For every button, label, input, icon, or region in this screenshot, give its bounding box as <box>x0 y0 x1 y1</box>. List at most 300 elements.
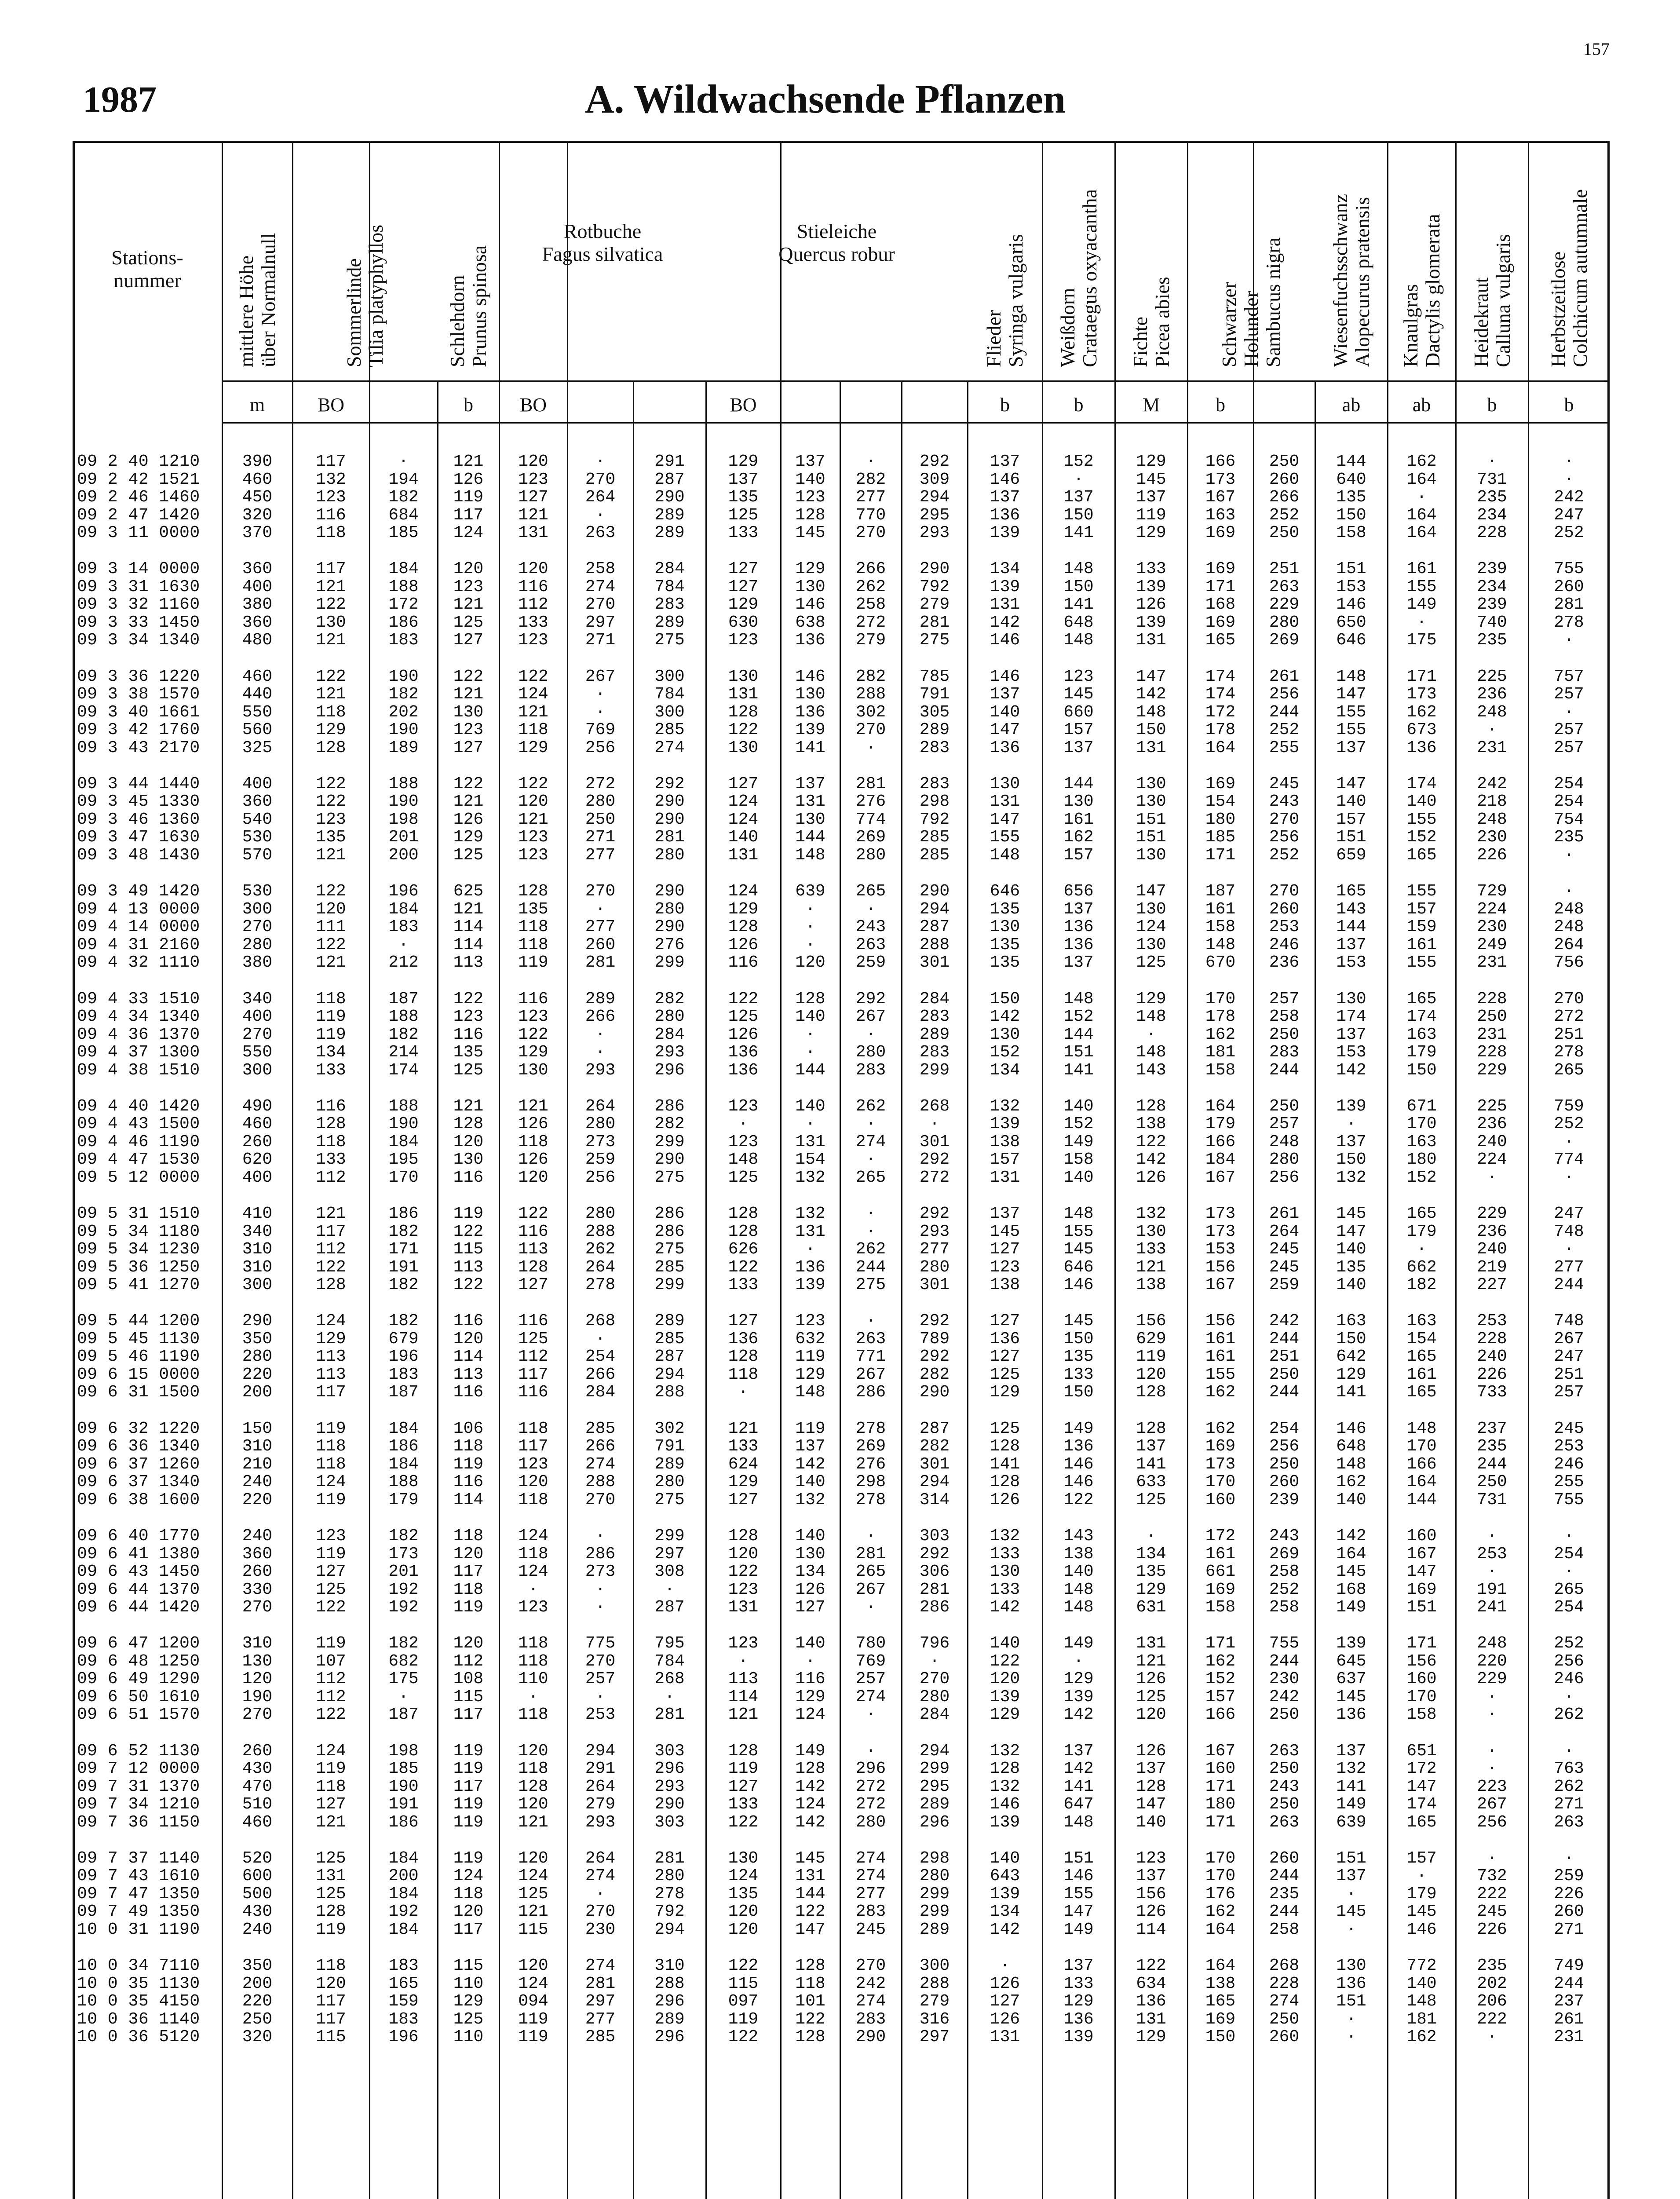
table-cell: 136 <box>1063 1437 1094 1456</box>
table-cell: 253 <box>1477 1311 1507 1331</box>
table-cell: 570 <box>242 845 273 865</box>
table-cell: 149 <box>1063 1634 1094 1653</box>
station-number-cell: 09 4 46 1190 <box>77 1132 200 1151</box>
table-cell: 163 <box>1406 1132 1437 1151</box>
table-cell: 163 <box>1406 1311 1437 1331</box>
table-cell: 122 <box>453 774 484 793</box>
table-cell: 137 <box>1063 488 1094 507</box>
table-cell: 265 <box>1554 1580 1584 1599</box>
table-cell: 128 <box>518 1777 548 1796</box>
table-cell: 250 <box>1269 1759 1300 1779</box>
table-cell: 267 <box>855 1007 886 1026</box>
table-cell: 165 <box>388 1974 419 1993</box>
table-cell: 146 <box>795 595 825 614</box>
table-cell: 156 <box>1406 1651 1437 1671</box>
table-cell: 133 <box>316 1060 346 1080</box>
table-cell: 173 <box>1406 685 1437 704</box>
table-cell: 253 <box>1477 1544 1507 1563</box>
table-cell: · <box>665 1580 675 1599</box>
table-cell: 140 <box>795 1007 825 1026</box>
table-cell: 120 <box>453 559 484 579</box>
table-cell: 140 <box>1063 1096 1094 1116</box>
table-cell: · <box>398 452 409 471</box>
table-cell: 122 <box>518 774 548 793</box>
table-cell: 119 <box>316 1759 346 1779</box>
table-cell: 116 <box>453 1383 484 1402</box>
table-cell: · <box>929 1114 940 1134</box>
table-cell: · <box>805 1043 815 1062</box>
column-divider <box>1528 141 1529 2199</box>
table-cell: 124 <box>1136 917 1166 937</box>
table-cell: 135 <box>453 1043 484 1062</box>
station-number-cell: 09 3 32 1160 <box>77 595 200 614</box>
table-cell: 118 <box>453 1884 484 1903</box>
table-cell: 128 <box>990 1437 1020 1456</box>
header-rule <box>222 422 1610 424</box>
table-cell: 480 <box>242 631 273 650</box>
table-cell: 299 <box>919 1902 950 1921</box>
table-cell: 247 <box>1554 1204 1584 1224</box>
table-cell: 123 <box>453 1007 484 1026</box>
table-cell: 276 <box>855 1454 886 1474</box>
table-cell: 117 <box>518 1437 548 1456</box>
table-cell: 278 <box>585 1275 616 1295</box>
table-cell: 166 <box>1205 1132 1236 1151</box>
table-cell: 258 <box>1269 1920 1300 1939</box>
table-cell: 141 <box>795 738 825 757</box>
table-cell: 264 <box>585 488 616 507</box>
table-cell: 638 <box>795 613 825 632</box>
table-cell: 132 <box>795 1204 825 1224</box>
table-cell: 130 <box>728 667 759 686</box>
station-number-cell: 09 4 36 1370 <box>77 1025 200 1044</box>
table-cell: 119 <box>316 1025 346 1044</box>
table-cell: 133 <box>1136 559 1166 579</box>
table-cell: 128 <box>728 702 759 722</box>
table-cell: 775 <box>585 1634 616 1653</box>
table-cell: 155 <box>1063 1222 1094 1241</box>
table-cell: 279 <box>585 1795 616 1814</box>
station-number-cell: 09 3 36 1220 <box>77 667 200 686</box>
table-cell: 118 <box>453 1527 484 1545</box>
column-header-linde_bo: Sommerlinde Tilia platyphyllos <box>343 224 387 367</box>
table-cell: 248 <box>1477 1634 1507 1653</box>
table-cell: 148 <box>1063 1204 1094 1224</box>
table-cell: 118 <box>453 1437 484 1456</box>
table-cell: 128 <box>795 2027 825 2047</box>
table-cell: 122 <box>795 1902 825 1921</box>
table-cell: 118 <box>728 1365 759 1384</box>
table-cell: 350 <box>242 1329 273 1348</box>
table-cell: 137 <box>1336 1741 1366 1761</box>
table-cell: 158 <box>1406 1705 1437 1724</box>
table-cell: 264 <box>585 1848 616 1868</box>
table-cell: 138 <box>1063 1544 1094 1563</box>
table-cell: 250 <box>585 810 616 829</box>
table-cell: 122 <box>728 989 759 1008</box>
table-cell: 162 <box>1063 828 1094 847</box>
table-cell: 257 <box>1554 738 1584 757</box>
table-cell: 370 <box>242 523 273 542</box>
table-cell: 139 <box>1336 1634 1366 1653</box>
table-cell: · <box>1146 1527 1156 1545</box>
table-cell: 303 <box>919 1527 950 1545</box>
table-cell: 164 <box>1406 523 1437 542</box>
table-cell: 139 <box>795 1275 825 1295</box>
table-cell: · <box>1487 1759 1497 1779</box>
table-cell: 282 <box>654 1114 685 1134</box>
table-cell: 258 <box>1269 1007 1300 1026</box>
table-cell: · <box>1074 1651 1084 1671</box>
table-cell: 132 <box>1136 1204 1166 1224</box>
table-cell: 121 <box>518 702 548 722</box>
table-cell: 257 <box>1269 1114 1300 1134</box>
table-cell: 290 <box>242 1311 273 1331</box>
table-cell: 200 <box>388 845 419 865</box>
table-cell: 255 <box>1554 1472 1584 1492</box>
table-cell: · <box>1564 1562 1574 1581</box>
table-cell: 125 <box>1136 1490 1166 1509</box>
table-cell: 285 <box>919 828 950 847</box>
table-cell: 244 <box>1269 702 1300 722</box>
table-cell: 148 <box>1406 1419 1437 1438</box>
table-cell: 792 <box>654 1902 685 1921</box>
table-cell: 169 <box>1205 523 1236 542</box>
table-cell: 184 <box>388 1920 419 1939</box>
station-number-cell: 09 6 50 1610 <box>77 1687 200 1706</box>
table-cell: 236 <box>1477 1114 1507 1134</box>
table-cell: 139 <box>1136 577 1166 596</box>
table-cell: 120 <box>518 1956 548 1976</box>
table-cell: 128 <box>990 1472 1020 1492</box>
table-cell: 140 <box>795 470 825 489</box>
station-number-cell: 09 5 46 1190 <box>77 1347 200 1366</box>
table-cell: 250 <box>1477 1007 1507 1026</box>
table-cell: 682 <box>388 1651 419 1671</box>
table-cell: · <box>1564 702 1574 722</box>
table-cell: 115 <box>453 1956 484 1976</box>
table-cell: 157 <box>1336 810 1366 829</box>
table-cell: 110 <box>518 1669 548 1689</box>
table-cell: 278 <box>654 1884 685 1903</box>
table-cell: 784 <box>654 1651 685 1671</box>
table-cell: 755 <box>1269 1634 1300 1653</box>
table-cell: 133 <box>728 1437 759 1456</box>
table-cell: 131 <box>316 1867 346 1886</box>
table-cell: 146 <box>1063 1275 1094 1295</box>
table-cell: · <box>866 1222 876 1241</box>
table-cell: 160 <box>1406 1669 1437 1689</box>
table-cell: 360 <box>242 792 273 811</box>
table-cell: 137 <box>990 452 1020 471</box>
table-cell: 260 <box>1269 470 1300 489</box>
table-cell: 143 <box>1136 1060 1166 1080</box>
table-cell: 250 <box>1269 1096 1300 1116</box>
table-cell: 169 <box>1406 1580 1437 1599</box>
table-cell: 250 <box>1269 523 1300 542</box>
table-cell: 162 <box>1205 1651 1236 1671</box>
table-cell: 184 <box>388 899 419 919</box>
table-cell: 148 <box>1063 1598 1094 1617</box>
station-number-cell: 09 3 42 1760 <box>77 720 200 740</box>
table-cell: 276 <box>654 935 685 954</box>
table-cell: 150 <box>1406 1060 1437 1080</box>
table-cell: 167 <box>1205 488 1236 507</box>
table-cell: 299 <box>654 953 685 972</box>
table-cell: 132 <box>1336 1759 1366 1779</box>
table-cell: 293 <box>919 523 950 542</box>
column-divider <box>1455 141 1457 2199</box>
table-cell: 633 <box>1136 1472 1166 1492</box>
table-cell: 256 <box>1269 685 1300 704</box>
table-cell: 122 <box>316 792 346 811</box>
unit-eiche_bo: BO <box>730 394 757 416</box>
table-cell: 289 <box>919 1025 950 1044</box>
table-cell: 235 <box>1269 1884 1300 1903</box>
table-cell: 136 <box>1336 1705 1366 1724</box>
table-cell: 254 <box>585 1347 616 1366</box>
table-cell: 126 <box>1136 1741 1166 1761</box>
table-cell: · <box>1564 1240 1574 1259</box>
table-cell: 269 <box>855 1437 886 1456</box>
table-cell: 182 <box>388 1311 419 1331</box>
table-cell: 264 <box>585 1257 616 1277</box>
table-cell: 263 <box>855 935 886 954</box>
station-number-cell: 09 5 41 1270 <box>77 1275 200 1295</box>
table-cell: 121 <box>316 1204 346 1224</box>
table-cell: 167 <box>1205 1168 1236 1187</box>
table-cell: 126 <box>1136 1168 1166 1187</box>
table-cell: 129 <box>1136 2027 1166 2047</box>
table-cell: 182 <box>388 1222 419 1241</box>
table-cell: 274 <box>585 577 616 596</box>
station-number-cell: 10 0 36 1140 <box>77 2009 200 2029</box>
table-cell: 124 <box>518 685 548 704</box>
table-cell: 223 <box>1477 1777 1507 1796</box>
table-cell: 757 <box>1554 667 1584 686</box>
table-cell: 286 <box>919 1598 950 1617</box>
table-cell: 239 <box>1269 1490 1300 1509</box>
table-cell: 266 <box>585 1365 616 1384</box>
table-cell: 163 <box>1336 1311 1366 1331</box>
table-cell: 119 <box>518 953 548 972</box>
table-cell: 127 <box>990 1992 1020 2011</box>
table-cell: 281 <box>855 1544 886 1563</box>
table-cell: 128 <box>1136 1419 1166 1438</box>
table-cell: 116 <box>518 577 548 596</box>
table-cell: 127 <box>453 631 484 650</box>
table-cell: · <box>866 1598 876 1617</box>
table-cell: 164 <box>1205 1956 1236 1976</box>
table-cell: 293 <box>585 1812 616 1832</box>
table-cell: · <box>1417 1240 1427 1259</box>
table-cell: 250 <box>1269 1795 1300 1814</box>
table-cell: · <box>1417 488 1427 507</box>
table-cell: 280 <box>919 1867 950 1886</box>
table-cell: 156 <box>1136 1884 1166 1903</box>
table-cell: 123 <box>316 810 346 829</box>
table-cell: 280 <box>654 899 685 919</box>
table-cell: 125 <box>990 1419 1020 1438</box>
table-cell: 261 <box>1554 2009 1584 2029</box>
table-cell: 128 <box>1136 1383 1166 1402</box>
table-cell: 272 <box>855 1795 886 1814</box>
table-cell: 286 <box>654 1096 685 1116</box>
page-number: 157 <box>1583 39 1610 59</box>
table-cell: 121 <box>518 1812 548 1832</box>
table-cell: 138 <box>990 1132 1020 1151</box>
station-number-cell: 09 4 31 2160 <box>77 935 200 954</box>
table-cell: 139 <box>990 1884 1020 1903</box>
table-cell: 123 <box>316 1527 346 1545</box>
table-cell: 150 <box>1063 1383 1094 1402</box>
table-cell: 106 <box>453 1419 484 1438</box>
table-cell: 119 <box>316 1634 346 1653</box>
table-cell: 161 <box>1406 559 1437 579</box>
table-cell: 600 <box>242 1867 273 1886</box>
table-cell: 182 <box>388 1634 419 1653</box>
table-cell: 161 <box>1205 1329 1236 1348</box>
table-cell: 252 <box>1554 523 1584 542</box>
table-cell: 137 <box>795 1437 825 1456</box>
table-cell: 119 <box>1136 505 1166 525</box>
table-cell: 261 <box>1269 667 1300 686</box>
table-cell: 119 <box>453 1848 484 1868</box>
table-cell: 289 <box>654 505 685 525</box>
table-cell: 112 <box>453 1651 484 1671</box>
table-cell: 157 <box>990 1150 1020 1169</box>
table-cell: 265 <box>855 882 886 901</box>
station-number-cell: 09 2 47 1420 <box>77 505 200 525</box>
table-cell: 127 <box>518 1275 548 1295</box>
table-cell: · <box>1564 631 1574 650</box>
table-cell: 118 <box>316 523 346 542</box>
table-cell: 270 <box>1269 882 1300 901</box>
table-cell: 646 <box>1336 631 1366 650</box>
station-number-cell: 09 3 14 0000 <box>77 559 200 579</box>
table-cell: 183 <box>388 2009 419 2029</box>
table-cell: 129 <box>316 720 346 740</box>
table-cell: 267 <box>585 667 616 686</box>
table-cell: 140 <box>990 1634 1020 1653</box>
table-cell: 150 <box>1063 505 1094 525</box>
table-cell: 128 <box>1136 1096 1166 1116</box>
table-cell: 120 <box>1136 1705 1166 1724</box>
table-cell: 125 <box>316 1580 346 1599</box>
table-cell: 272 <box>855 613 886 632</box>
table-cell: 120 <box>453 1902 484 1921</box>
table-cell: 170 <box>1406 1114 1437 1134</box>
table-cell: 222 <box>1477 1884 1507 1903</box>
table-cell: 780 <box>855 1634 886 1653</box>
table-cell: 167 <box>1406 1544 1437 1563</box>
table-cell: 133 <box>316 1150 346 1169</box>
table-cell: 137 <box>990 1204 1020 1224</box>
table-cell: 245 <box>1269 1240 1300 1259</box>
table-cell: 231 <box>1477 953 1507 972</box>
table-cell: 733 <box>1477 1383 1507 1402</box>
table-cell: 292 <box>919 1311 950 1331</box>
table-cell: · <box>595 899 606 919</box>
table-cell: 274 <box>855 1848 886 1868</box>
table-cell: 121 <box>518 1902 548 1921</box>
table-cell: 139 <box>1136 613 1166 632</box>
table-cell: 169 <box>1205 1437 1236 1456</box>
table-cell: 265 <box>855 1562 886 1581</box>
table-cell: 116 <box>453 1168 484 1187</box>
table-cell: 164 <box>1406 470 1437 489</box>
table-cell: 153 <box>1205 1240 1236 1259</box>
table-cell: · <box>1564 1741 1574 1761</box>
table-cell: 259 <box>855 953 886 972</box>
table-cell: 118 <box>518 1759 548 1779</box>
table-cell: 172 <box>388 595 419 614</box>
table-cell: 320 <box>242 505 273 525</box>
table-cell: 330 <box>242 1580 273 1599</box>
table-cell: · <box>866 1741 876 1761</box>
table-cell: 165 <box>1406 1347 1437 1366</box>
table-cell: 286 <box>585 1544 616 1563</box>
station-number-cell: 09 6 37 1340 <box>77 1472 200 1492</box>
table-cell: 155 <box>1063 1884 1094 1903</box>
table-cell: 155 <box>1406 953 1437 972</box>
table-cell: 145 <box>1063 1311 1094 1331</box>
table-cell: 184 <box>1205 1150 1236 1169</box>
table-cell: 149 <box>1063 1132 1094 1151</box>
table-cell: 142 <box>1336 1060 1366 1080</box>
table-cell: · <box>866 1025 876 1044</box>
table-cell: 268 <box>919 1096 950 1116</box>
year-label: 1987 <box>83 79 157 120</box>
table-cell: 235 <box>1477 631 1507 650</box>
table-cell: 274 <box>1269 1992 1300 2011</box>
table-cell: 239 <box>1477 595 1507 614</box>
table-cell: 152 <box>990 1043 1020 1062</box>
table-cell: 774 <box>1554 1150 1584 1169</box>
table-cell: 148 <box>990 845 1020 865</box>
table-cell: 296 <box>654 1992 685 2011</box>
table-cell: 124 <box>518 1562 548 1581</box>
table-cell: 224 <box>1477 1150 1507 1169</box>
table-cell: 137 <box>990 488 1020 507</box>
unit-weissdorn_b: b <box>1074 394 1084 416</box>
table-cell: 139 <box>1063 2027 1094 2047</box>
table-cell: 310 <box>242 1257 273 1277</box>
table-cell: 171 <box>1205 845 1236 865</box>
table-cell: 277 <box>855 1884 886 1903</box>
table-cell: 269 <box>1269 1544 1300 1563</box>
table-cell: 520 <box>242 1848 273 1868</box>
table-cell: 290 <box>654 488 685 507</box>
table-cell: 731 <box>1477 1490 1507 1509</box>
table-cell: 182 <box>388 1025 419 1044</box>
table-cell: 171 <box>1205 1777 1236 1796</box>
table-cell: 540 <box>242 810 273 829</box>
table-cell: 656 <box>1063 882 1094 901</box>
table-cell: 260 <box>1554 577 1584 596</box>
table-cell: 131 <box>518 523 548 542</box>
table-cell: 126 <box>1136 1669 1166 1689</box>
table-cell: 286 <box>855 1383 886 1402</box>
table-cell: 299 <box>919 1759 950 1779</box>
table-cell: 120 <box>1136 1365 1166 1384</box>
table-cell: 299 <box>919 1884 950 1903</box>
table-cell: 241 <box>1477 1598 1507 1617</box>
table-cell: 162 <box>1205 1383 1236 1402</box>
table-cell: 121 <box>453 452 484 471</box>
table-cell: 124 <box>728 882 759 901</box>
table-cell: 117 <box>316 2009 346 2029</box>
